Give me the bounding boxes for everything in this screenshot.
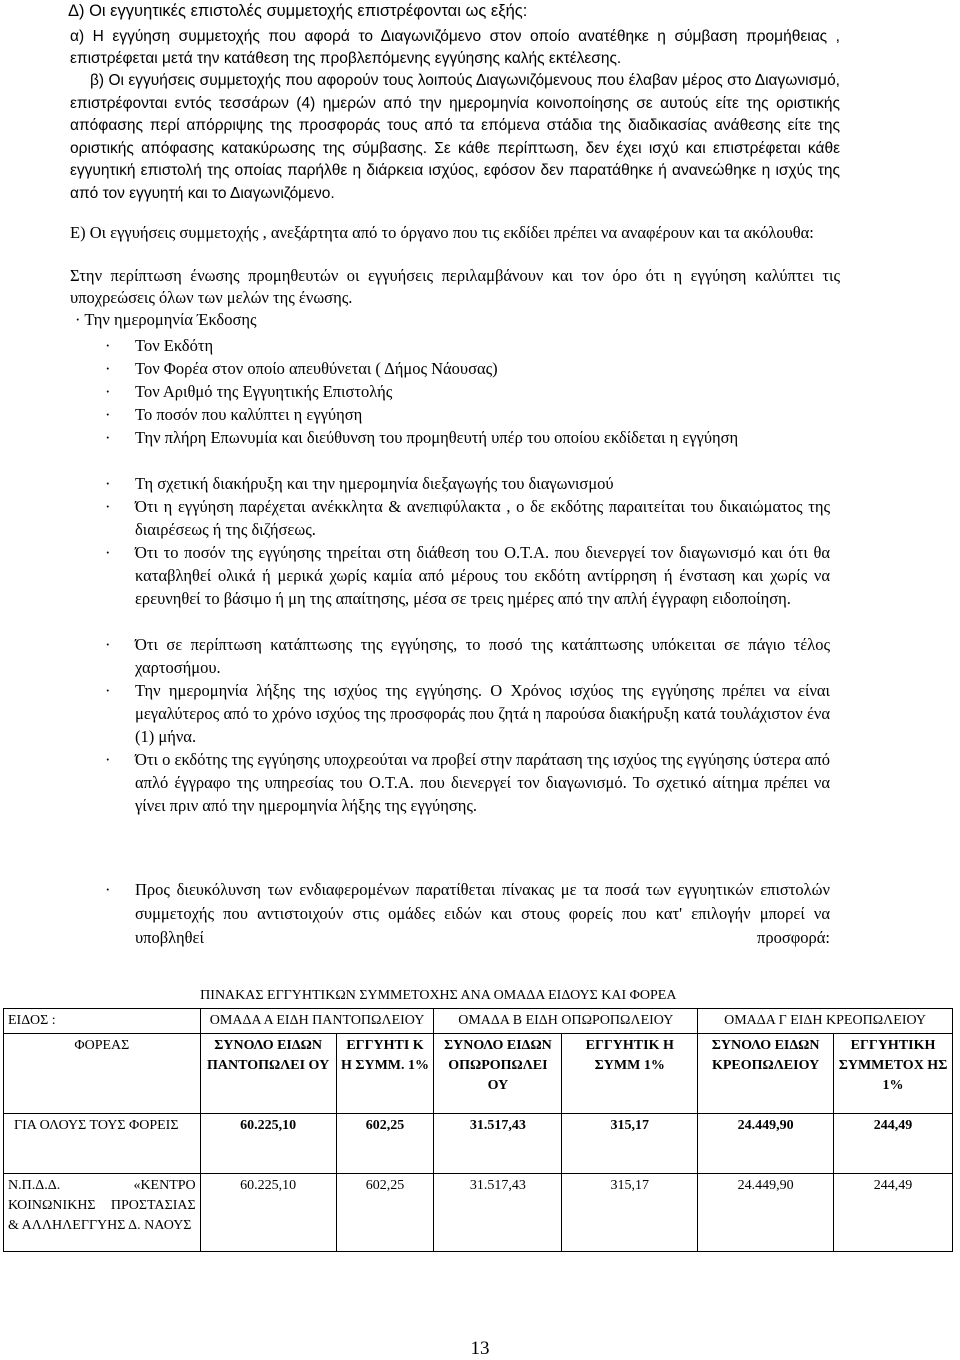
group-c-header: ΟΜΑΔΑ Γ ΕΙΔΗ ΚΡΕΟΠΩΛΕΙΟΥ: [698, 1009, 953, 1034]
table-cell: 244,49: [834, 1114, 953, 1174]
table-cell: 244,49: [834, 1174, 953, 1252]
group-b-header: ΟΜΑΔΑ Β ΕΙΔΗ ΟΠΩΡΟΠΩΛΕΙΟΥ: [434, 1009, 698, 1034]
header-guarantee-c: ΕΓΓΥΗΤΙΚΗ ΣΥΜΜΕΤΟΧ ΗΣ 1%: [834, 1034, 953, 1114]
bullet-icon: ·: [105, 405, 111, 424]
list-item-text: Τον Εκδότη: [135, 336, 214, 355]
list-item-text: Ότι το ποσόν της εγγύησης τηρείται στη διάθεση του Ο.Τ.Α. που διενεργεί τον διαγωνισμό και ότι θα καταβληθεί ολικά ή μερικά χωρίς καμία από μέρους του εκδότη αντίρρηση ή ένσταση και χωρίς να ερευνηθεί το βάσιμο ή μη της απαίτησης, μέσα σε τρεις ημέρες από την απλή έγγραφη ειδοποίηση.: [135, 543, 830, 608]
list-item-text: Ότι ο εκδότης της εγγύησης υποχρεούται να προβεί στην παράταση της ισχύος της εγγύησης ύστερα από απλό έγγραφο της υπηρεσίας του Ο.Τ.Α. που διενεργεί τον διαγωνισμό. Το σχετικό αίτημα πρέπει να γίνει πριν από την ημερομηνία λήξης της εγγύησης.: [135, 750, 830, 815]
table-cell: 31.517,43: [434, 1114, 562, 1174]
group-a-header: ΟΜΑΔΑ Α ΕΙΔΗ ΠΑΝΤΟΠΩΛΕΙΟΥ: [200, 1009, 434, 1034]
bullet-icon: ·: [105, 543, 111, 562]
bullet-icon: ·: [105, 359, 111, 378]
page-number: 13: [470, 1338, 490, 1359]
bullet-icon: ·: [105, 880, 111, 899]
table-cell: 315,17: [562, 1174, 698, 1252]
table-cell: 602,25: [336, 1114, 434, 1174]
list-item-text: Τον Φορέα στον οποίο απευθύνεται ( Δήμος Νάουσας): [135, 359, 498, 378]
list-item-text: Την πλήρη Επωνυμία και διεύθυνση του προμηθευτή υπέρ του οποίου εκδίδεται η εγγύηση: [135, 428, 739, 447]
table-cell: 60.225,10: [200, 1174, 336, 1252]
section-e-intro: Ε) Οι εγγυήσεις συμμετοχής , ανεξάρτητα από το όργανο που τις εκδίδει πρέπει να αναφέρουν και τα ακόλουθα:: [70, 223, 814, 242]
foreas-label: ΦΟΡΕΑΣ: [4, 1034, 201, 1114]
table-row: [4, 1174, 953, 1252]
section-e-union: Στην περίπτωση ένωσης προμηθευτών οι εγγυήσεις περιλαμβάνουν και τον όρο ότι η εγγύηση καλύπτει τις υποχρεώσεις όλων των μελών της ένωσης.: [70, 266, 840, 307]
section-d-title: Δ) Οι εγγυητικές επιστολές συμμετοχής επιστρέφονται ως εξής:: [68, 2, 528, 20]
list-item-text: Ότι η εγγύηση παρέχεται ανέκκλητα & ανεπιφύλακτα , ο δε εκδότης παραιτείται του δικαιώματος της διαιρέσεως ή της διζήσεως.: [135, 497, 830, 539]
header-total-b: ΣΥΝΟΛΟ ΕΙΔΩΝ ΟΠΩΡΟΠΩΛΕΙ ΟΥ: [434, 1034, 562, 1114]
table-cell: 24.449,90: [698, 1174, 834, 1252]
header-guarantee-a: ΕΓΓΥΗΤΙ Κ Η ΣΥΜΜ. 1%: [336, 1034, 434, 1114]
section-d-item-b-text: β) Οι εγγυήσεις συμμετοχής που αφορούν τους λοιπούς Διαγωνιζόμενους που έλαβαν μέρος στο Διαγωνισμό, επιστρέφονται εντός τεσσάρων (4) ημερών από την ημερομηνία κοινοποίησης σε αυτούς είτε της οριστικής απόφασης περί απόρριψης της προσφοράς τους από τα επόμενα στάδια της διαδικασίας ανάθεσης είτε της οριστικής απόφασης κατακύρωσης της σύμβασης.: [70, 72, 840, 157]
list-item-text: Το ποσόν που καλύπτει η εγγύηση: [135, 405, 363, 424]
facilitation-text: Προς διευκόλυνση των ενδιαφερομένων παρατίθεται πίνακας με τα ποσά των εγγυητικών επιστολών συμμετοχής που αντιστοιχούν στις ομάδες ειδών και στους φορείς που κατ' επιλογήν μπορεί να υποβληθεί προσφορά:: [135, 880, 830, 947]
table-cell: 31.517,43: [434, 1174, 562, 1252]
list-item-text: Ότι σε περίπτωση κατάπτωσης της εγγύησης, το ποσό της κατάπτωσης υπόκειται σε πάγιο τέλος χαρτοσήμου.: [135, 635, 830, 677]
list-item-text: Τον Αριθμό της Εγγυητικής Επιστολής: [135, 382, 393, 401]
section-d-item-a: α) Η εγγύηση συμμετοχής που αφορά το Διαγωνιζόμενο στον οποίο ανατέθηκε η σύμβαση προμήθειας , επιστρέφεται μετά την κατάθεση της προβλεπόμενης εγγύησης καλής εκτέλεσης.: [70, 28, 840, 67]
header-total-a: ΣΥΝΟΛΟ ΕΙΔΩΝ ΠΑΝΤΟΠΩΛΕΙ ΟΥ: [200, 1034, 336, 1114]
list-item-text: Την ημερομηνία λήξης της ισχύος της εγγύησης. Ο Χρόνος ισχύος της εγγύησης πρέπει να είναι μεγαλύτερος από το χρόνο ισχύος της προσφοράς που ζητά η παρούσα διακήρυξη κατά τουλάχιστον ένα (1) μήνα.: [135, 681, 830, 746]
table-caption: [200, 984, 952, 1009]
table-cell: 24.449,90: [698, 1114, 834, 1174]
guarantees-table: [3, 984, 953, 1252]
bullet-icon: ·: [105, 635, 111, 654]
table-cell: 60.225,10: [200, 1114, 336, 1174]
bullet-icon: ·: [105, 336, 111, 355]
section-d-item-c-text: Σε κάθε περίπτωση, δεν έχει ισχύ και επιστρέφεται κάθε εγγυητική επιστολή της οποίας παρήλθε η διάρκεια ισχύος, εφόσον δεν παρατάθηκε ή ανανεώθηκε η ισχύς της από τον εγγυητή και το Διαγωνιζόμενο.: [70, 139, 840, 202]
eidos-label: ΕΙΔΟΣ :: [4, 1009, 201, 1034]
table-cell: 315,17: [562, 1114, 698, 1174]
row-label: ΓΙΑ ΟΛΟΥΣ ΤΟΥΣ ΦΟΡΕΙΣ: [4, 1114, 201, 1174]
table-caption-text: ΠΙΝΑΚΑΣ ΕΓΓΥΗΤΙΚΩΝ ΣΥΜΜΕΤΟΧΗΣ ΑΝΑ ΟΜΑΔΑ ΕΙΔΟΥΣ ΚΑΙ ΦΟΡΕΑ: [200, 988, 677, 1003]
header-total-c: ΣΥΝΟΛΟ ΕΙΔΩΝ ΚΡΕΟΠΩΛΕΙΟΥ: [698, 1034, 834, 1114]
section-d-item-b: [70, 70, 840, 205]
bullet-icon: ·: [105, 474, 111, 493]
row-label: Ν.Π.Δ.Δ. «ΚΕΝΤΡΟ ΚΟΙΝΩΝΙΚΗΣ ΠΡΟΣΤΑΣΙΑΣ & ΑΛΛΗΛΕΓΓΥΗΣ Δ. ΝΑΟΥΣ: [4, 1174, 201, 1252]
table-row: [4, 1114, 953, 1174]
list-item-text: Τη σχετική διακήρυξη και την ημερομηνία διεξαγωγής του διαγωνισμού: [135, 474, 614, 493]
bullet-icon: ·: [105, 497, 111, 516]
table-cell: 602,25: [336, 1174, 434, 1252]
bullet-icon: ·: [105, 382, 111, 401]
issue-date-item: · Την ημερομηνία Έκδοσης: [75, 310, 257, 329]
bullet-icon: ·: [105, 681, 111, 700]
header-guarantee-b: ΕΓΓΥΗΤΙΚ Η ΣΥΜΜ 1%: [562, 1034, 698, 1114]
bullet-icon: ·: [105, 750, 111, 769]
bullet-icon: ·: [105, 428, 111, 447]
